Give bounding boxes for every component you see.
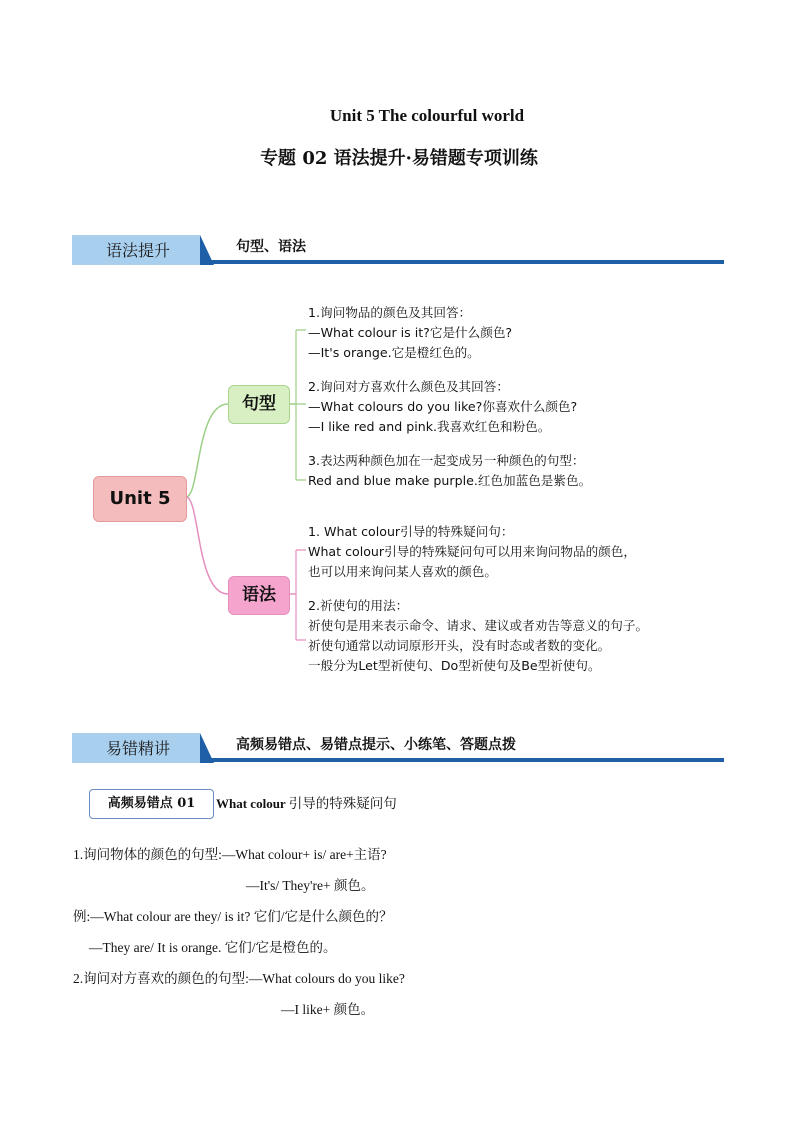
sentence-note: —It's orange.它是橙红色的。 — [308, 345, 480, 360]
sentence-notes — [308, 303, 512, 363]
sentence-note: 1.询问物品的颜色及其回答： — [308, 305, 472, 320]
sentence-note: 3.表达两种颜色加在一起变成另一种颜色的句型： — [308, 453, 585, 468]
sentence-note: 2.询问对方喜欢什么颜色及其回答： — [308, 379, 509, 394]
section-divider — [202, 758, 724, 762]
grammar-note: 祈使句通常以动词原形开头，没有时态或者数的变化。 — [308, 638, 611, 653]
section-header-errors — [72, 733, 724, 763]
sentence-note: Red and blue make purple.红色加蓝色是紫色。 — [308, 473, 592, 488]
grammar-note: 祈使句是用来表示命令、请求、建议或者劝告等意义的句子。 — [308, 618, 649, 633]
point-tag: 高频易错点 01 — [89, 789, 214, 819]
body-line: 1.询问物体的颜色的句型:—What colour+ is/ are+主语? — [73, 847, 387, 862]
body-line: 2.询问对方喜欢的颜色的句型:—What colours do you like? — [73, 971, 405, 986]
grammar-notes — [308, 522, 636, 582]
grammar-notes — [308, 596, 648, 676]
section-tab-label: 易错精讲 — [105, 739, 170, 758]
section-subtitle: 高频易错点、易错点提示、小练笔、答题点拨 — [236, 737, 516, 753]
grammar-note: What colour引导的特殊疑问句可以用来询问物品的颜色， — [308, 544, 636, 559]
mindmap-branch-grammar: 语法 — [228, 576, 290, 615]
sentence-note: —What colour is it?它是什么颜色? — [308, 325, 513, 340]
sentence-notes — [308, 451, 591, 491]
bracket-sentence-ticks — [296, 330, 306, 480]
document-title: Unit 5 The colourful world — [329, 106, 525, 125]
section-tab-label: 语法提升 — [105, 241, 170, 260]
section-subtitle: 句型、语法 — [236, 239, 306, 255]
mindmap-root: Unit 5 — [93, 476, 187, 522]
body-line: —It's/ They're+ 颜色。 — [246, 878, 375, 893]
connector-grammar — [186, 497, 228, 594]
point-title-cn: 引导的特殊疑问句 — [288, 796, 397, 812]
connector-sentence — [186, 404, 228, 497]
sentence-notes — [308, 377, 577, 437]
grammar-note: 一般分为Let型祈使句、Do型祈使句及Be型祈使句。 — [308, 658, 601, 673]
document-subtitle: 专题 02 语法提升·易错题专项训练 — [260, 148, 538, 169]
grammar-note: 也可以用来询问某人喜欢的颜色。 — [308, 564, 497, 579]
sentence-note: —I like red and pink.我喜欢红色和粉色。 — [308, 419, 551, 434]
body-line: —They are/ It is orange. 它们/它是橙色的。 — [89, 940, 337, 955]
sentence-note: —What colours do you like?你喜欢什么颜色? — [308, 399, 578, 414]
grammar-note: 2.祈使句的用法： — [308, 598, 409, 613]
grammar-note: 1. What colour引导的特殊疑问句： — [308, 524, 514, 539]
mindmap-branch-sentence: 句型 — [228, 385, 290, 424]
bracket-grammar-ticks — [296, 550, 306, 640]
body-line: —I like+ 颜色。 — [281, 1002, 375, 1017]
point-title — [216, 792, 397, 812]
body-line: 例:—What colour are they/ is it? 它们/它是什么颜色的？ — [73, 909, 393, 924]
point-title-en: What colour — [216, 796, 289, 811]
